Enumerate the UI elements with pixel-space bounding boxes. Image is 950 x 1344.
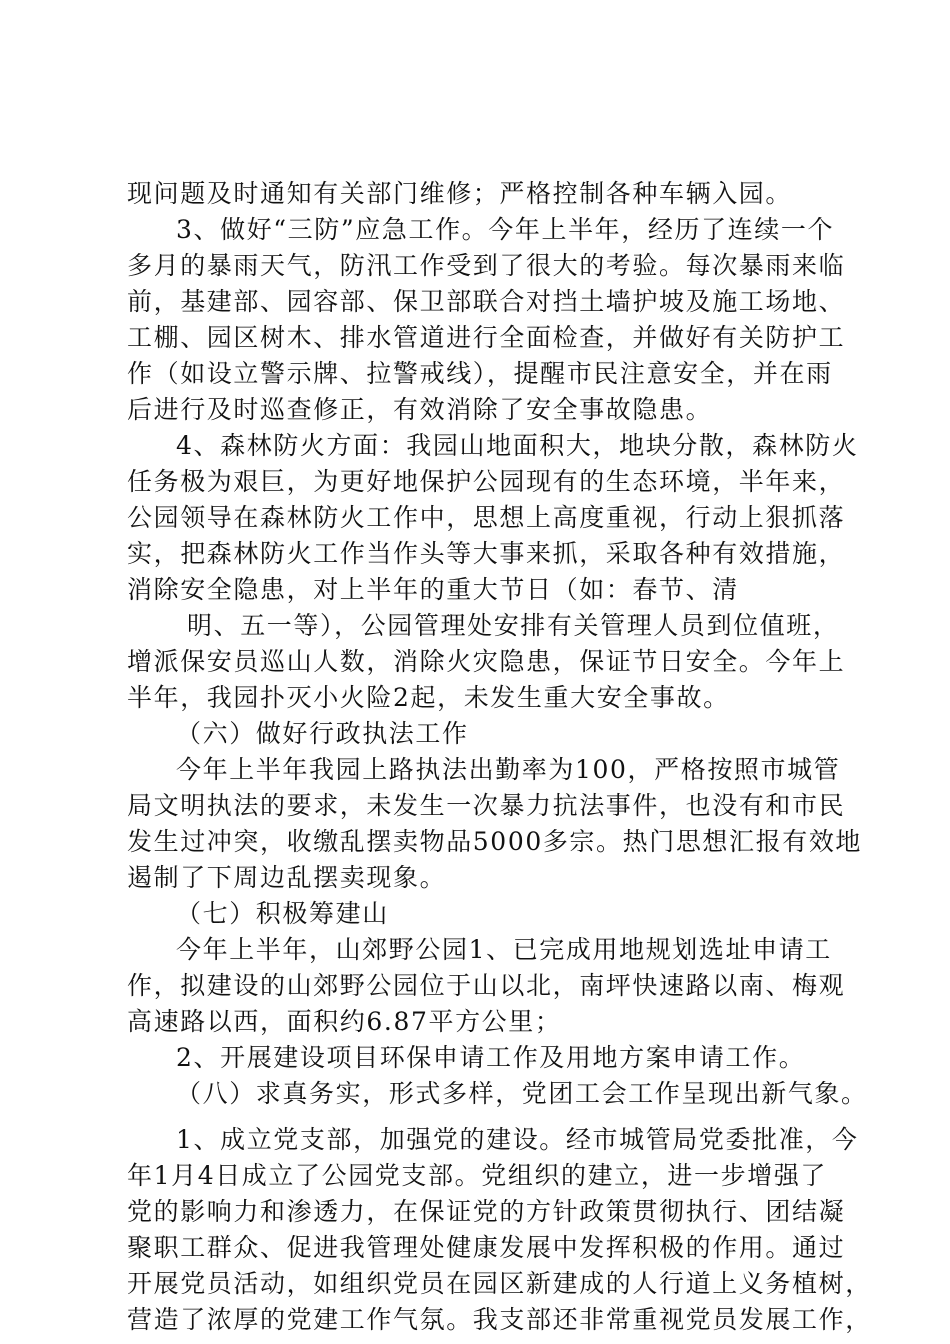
- text-line: 1、成立党支部，加强党的建设。经市城管局党委批准，今: [176, 1125, 859, 1154]
- text-line: 实，把森林防火工作当作头等大事来抓，采取各种有效措施，: [127, 539, 846, 568]
- section-heading: （七）积极筹建山: [176, 899, 389, 928]
- text-line: 后进行及时巡查修正，有效消除了安全事故隐患。: [127, 395, 713, 424]
- text-line: 明、五一等），公园管理处安排有关管理人员到位值班，: [187, 611, 840, 640]
- text-line: 发生过冲突，收缴乱摆卖物品5000多宗。热门思想汇报有效地: [127, 827, 863, 856]
- text-line: 半年，我园扑灭小火险2起，未发生重大安全事故。: [127, 683, 730, 712]
- section-heading: （六）做好行政执法工作: [176, 719, 469, 748]
- text-line: 增派保安员巡山人数，消除火灾隐患，保证节日安全。今年上: [127, 647, 846, 676]
- text-line: 党的影响力和渗透力，在保证党的方针政策贯彻执行、团结凝: [127, 1197, 846, 1226]
- text-line: 聚职工群众、促进我管理处健康发展中发挥积极的作用。通过: [127, 1233, 846, 1262]
- text-line: 高速路以西，面积约6.87平方公里；: [127, 1007, 562, 1036]
- text-line: 局文明执法的要求，未发生一次暴力抗法事件，也没有和市民: [127, 791, 846, 820]
- text-line: 消除安全隐患，对上半年的重大节日（如：春节、清: [127, 575, 739, 604]
- text-line: 作，拟建设的山郊野公园位于山以北，南坪快速路以南、梅观: [127, 971, 846, 1000]
- section-heading: （八）求真务实，形式多样，党团工会工作呈现出新气象。: [176, 1079, 868, 1108]
- text-line: 多月的暴雨天气，防汛工作受到了很大的考验。每次暴雨来临: [127, 251, 846, 280]
- text-line: 现问题及时通知有关部门维修；严格控制各种车辆入园。: [127, 179, 793, 208]
- text-line: 前，基建部、园容部、保卫部联合对挡土墙护坡及施工场地、: [127, 287, 846, 316]
- text-line: 今年上半年我园上路执法出勤率为100，严格按照市城管: [176, 755, 841, 784]
- text-line: 开展党员活动，如组织党员在园区新建成的人行道上义务植树，: [127, 1269, 872, 1298]
- text-line: 公园领导在森林防火工作中，思想上高度重视，行动上狠抓落: [127, 503, 846, 532]
- text-line: 年1月4日成立了公园党支部。党组织的建立，进一步增强了: [127, 1161, 828, 1190]
- text-line: 今年上半年，山郊野公园1、已完成用地规划选址申请工: [176, 935, 832, 964]
- text-line: 营造了浓厚的党建工作气氛。我支部还非常重视党员发展工作，: [127, 1305, 872, 1334]
- text-line: 工棚、园区树木、排水管道进行全面检查，并做好有关防护工: [127, 323, 846, 352]
- text-line: 任务极为艰巨，为更好地保护公园现有的生态环境，半年来，: [127, 467, 846, 496]
- text-line: 遏制了下周边乱摆卖现象。: [127, 863, 447, 892]
- text-line: 2、开展建设项目环保申请工作及用地方案申请工作。: [176, 1043, 806, 1072]
- text-line: 4、森林防火方面：我园山地面积大，地块分散，森林防火: [176, 431, 859, 460]
- text-line: 3、做好“三防”应急工作。今年上半年，经历了连续一个: [176, 215, 835, 244]
- text-line: 作（如设立警示牌、拉警戒线），提醒市民注意安全，并在雨: [127, 359, 833, 388]
